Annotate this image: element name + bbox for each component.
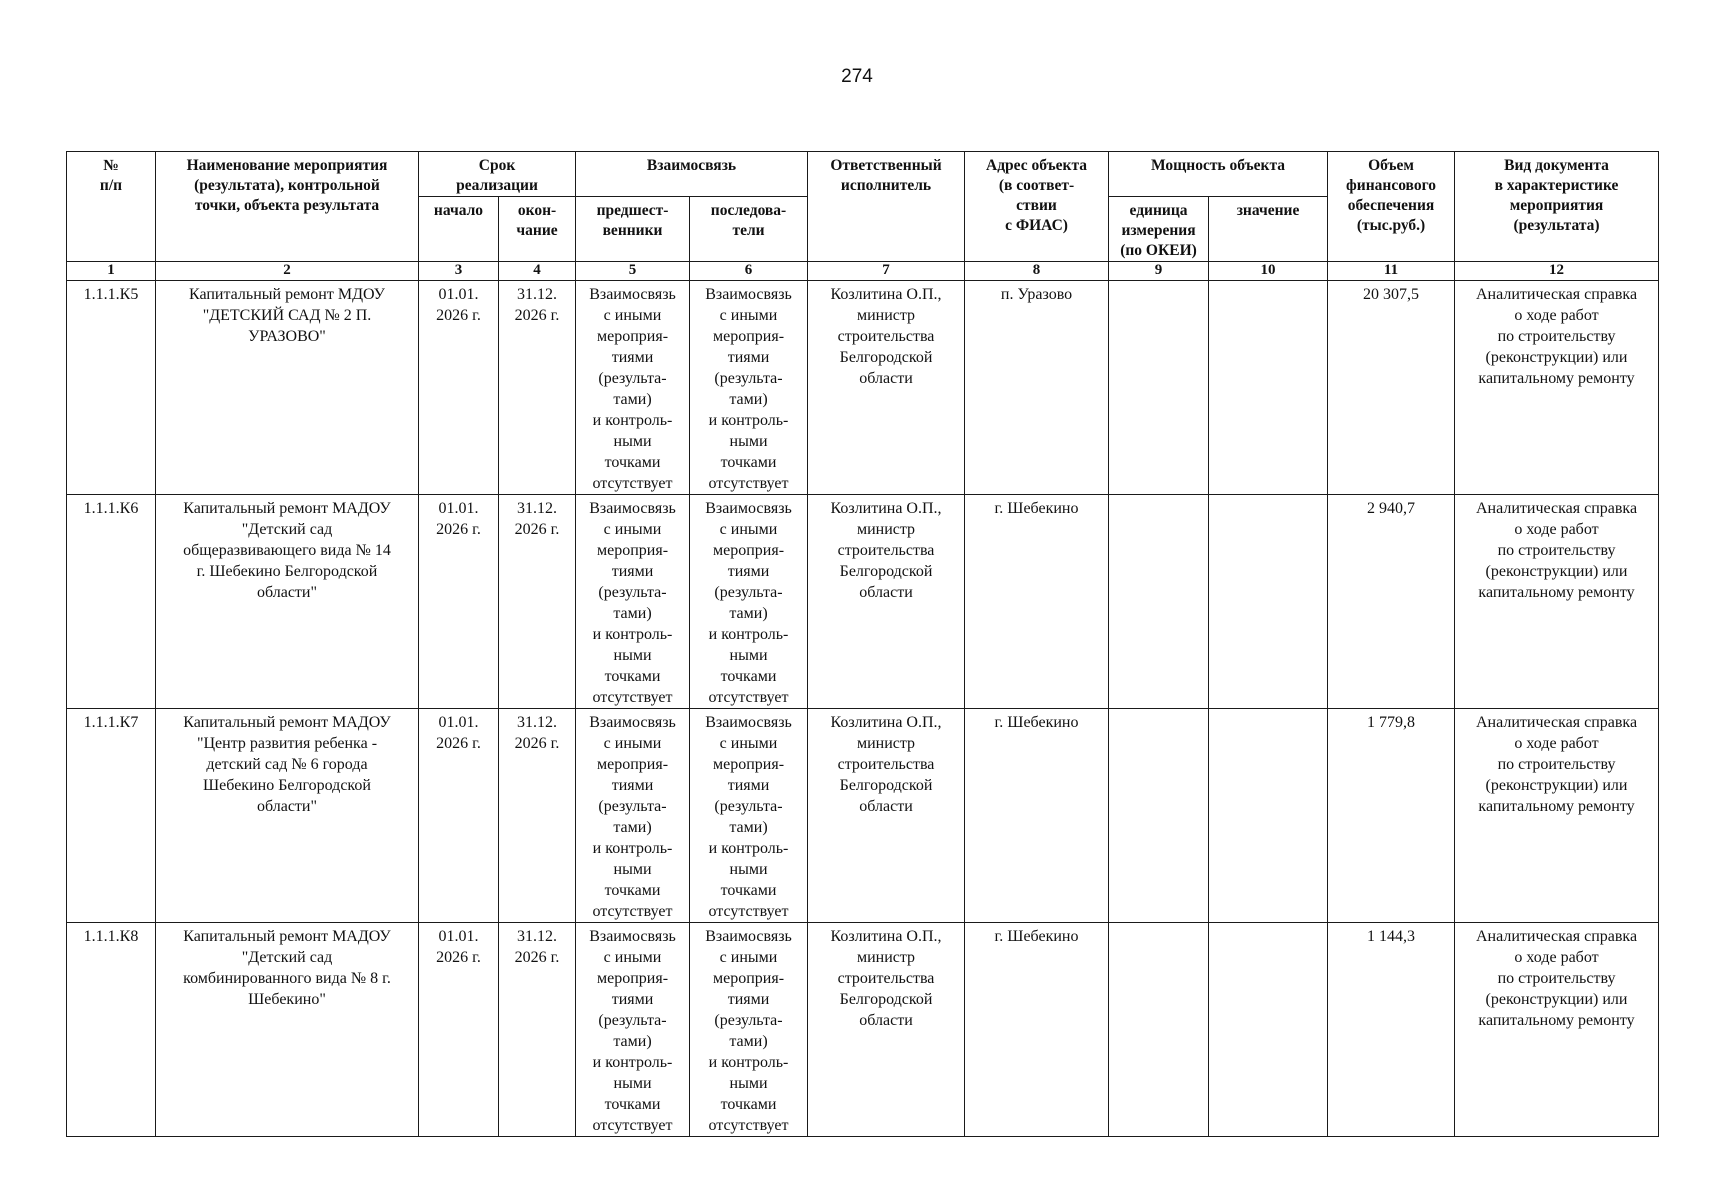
header-responsible: Ответственный исполнитель [808, 152, 965, 262]
row-successors: Взаимосвязь с иными мероприя- тиями (результа- тами) и контроль- ными точками отсутствует [690, 923, 808, 1137]
row-doc-type: Аналитическая справка о ходе работ по строительству (реконструкции) или капитальному ремонту [1455, 709, 1659, 923]
row-address: г. Шебекино [965, 709, 1109, 923]
header-period: Срок реализации [419, 152, 576, 197]
column-number: 2 [156, 262, 419, 281]
header-value: значение [1209, 197, 1328, 262]
row-responsible: Козлитина О.П., министр строительства Белгородской области [808, 495, 965, 709]
header-period-start: начало [419, 197, 499, 262]
row-end: 31.12. 2026 г. [499, 281, 576, 495]
row-predecessors: Взаимосвязь с иными мероприя- тиями (результа- тами) и контроль- ными точками отсутствует [576, 923, 690, 1137]
projects-table [66, 151, 1659, 1137]
row-value [1209, 281, 1328, 495]
header-period-end: окон- чание [499, 197, 576, 262]
column-number: 9 [1109, 262, 1209, 281]
column-number: 12 [1455, 262, 1659, 281]
row-num: 1.1.1.К8 [67, 923, 156, 1137]
row-predecessors: Взаимосвязь с иными мероприя- тиями (результа- тами) и контроль- ными точками отсутствует [576, 709, 690, 923]
row-name: Капитальный ремонт МАДОУ "Центр развития ребенка - детский сад № 6 города Шебекино Белгородской области" [156, 709, 419, 923]
row-predecessors: Взаимосвязь с иными мероприя- тиями (результа- тами) и контроль- ными точками отсутствует [576, 495, 690, 709]
row-funding: 20 307,5 [1328, 281, 1455, 495]
header-doc-type: Вид документа в характеристике мероприятия (результата) [1455, 152, 1659, 262]
table-row [67, 495, 1659, 709]
row-doc-type: Аналитическая справка о ходе работ по строительству (реконструкции) или капитальному ремонту [1455, 923, 1659, 1137]
table-row [67, 709, 1659, 923]
row-responsible: Козлитина О.П., министр строительства Белгородской области [808, 923, 965, 1137]
row-unit [1109, 923, 1209, 1137]
row-name: Капитальный ремонт МАДОУ "Детский сад общеразвивающего вида № 14 г. Шебекино Белгородской области" [156, 495, 419, 709]
row-successors: Взаимосвязь с иными мероприя- тиями (результа- тами) и контроль- ными точками отсутствует [690, 281, 808, 495]
column-number: 4 [499, 262, 576, 281]
row-value [1209, 923, 1328, 1137]
row-start: 01.01. 2026 г. [419, 923, 499, 1137]
row-unit [1109, 495, 1209, 709]
row-unit [1109, 281, 1209, 495]
row-num: 1.1.1.К5 [67, 281, 156, 495]
header-address: Адрес объекта (в соответ- ствии с ФИАС) [965, 152, 1109, 262]
header-successors: последова- тели [690, 197, 808, 262]
row-num: 1.1.1.К6 [67, 495, 156, 709]
row-end: 31.12. 2026 г. [499, 923, 576, 1137]
row-responsible: Козлитина О.П., министр строительства Белгородской области [808, 281, 965, 495]
header-unit: единица измерения (по ОКЕИ) [1109, 197, 1209, 262]
page-number: 274 [841, 66, 873, 87]
row-funding: 1 779,8 [1328, 709, 1455, 923]
row-doc-type: Аналитическая справка о ходе работ по строительству (реконструкции) или капитальному ремонту [1455, 495, 1659, 709]
row-predecessors: Взаимосвязь с иными мероприя- тиями (результа- тами) и контроль- ными точками отсутствует [576, 281, 690, 495]
row-end: 31.12. 2026 г. [499, 709, 576, 923]
row-start: 01.01. 2026 г. [419, 495, 499, 709]
row-address: г. Шебекино [965, 495, 1109, 709]
row-name: Капитальный ремонт МДОУ "ДЕТСКИЙ САД № 2 П. УРАЗОВО" [156, 281, 419, 495]
header-name: Наименование мероприятия (результата), контрольной точки, объекта результата [156, 152, 419, 262]
column-number: 6 [690, 262, 808, 281]
header-capacity: Мощность объекта [1109, 152, 1328, 197]
row-value [1209, 709, 1328, 923]
table-row [67, 923, 1659, 1137]
column-number: 11 [1328, 262, 1455, 281]
row-value [1209, 495, 1328, 709]
row-address: г. Шебекино [965, 923, 1109, 1137]
row-successors: Взаимосвязь с иными мероприя- тиями (результа- тами) и контроль- ными точками отсутствует [690, 495, 808, 709]
row-funding: 2 940,7 [1328, 495, 1455, 709]
column-number: 8 [965, 262, 1109, 281]
row-address: п. Уразово [965, 281, 1109, 495]
row-unit [1109, 709, 1209, 923]
row-start: 01.01. 2026 г. [419, 281, 499, 495]
row-name: Капитальный ремонт МАДОУ "Детский сад комбинированного вида № 8 г. Шебекино" [156, 923, 419, 1137]
column-number: 3 [419, 262, 499, 281]
row-responsible: Козлитина О.П., министр строительства Белгородской области [808, 709, 965, 923]
header-funding: Объем финансового обеспечения (тыс.руб.) [1328, 152, 1455, 262]
row-successors: Взаимосвязь с иными мероприя- тиями (результа- тами) и контроль- ными точками отсутствует [690, 709, 808, 923]
row-doc-type: Аналитическая справка о ходе работ по строительству (реконструкции) или капитальному ремонту [1455, 281, 1659, 495]
column-numbers-row [67, 262, 1659, 281]
header-predecessors: предшест- венники [576, 197, 690, 262]
row-start: 01.01. 2026 г. [419, 709, 499, 923]
column-number: 1 [67, 262, 156, 281]
header-num: № п/п [67, 152, 156, 262]
column-number: 10 [1209, 262, 1328, 281]
row-num: 1.1.1.К7 [67, 709, 156, 923]
column-number: 5 [576, 262, 690, 281]
table-row [67, 281, 1659, 495]
column-number: 7 [808, 262, 965, 281]
row-end: 31.12. 2026 г. [499, 495, 576, 709]
row-funding: 1 144,3 [1328, 923, 1455, 1137]
header-relation: Взаимосвязь [576, 152, 808, 197]
